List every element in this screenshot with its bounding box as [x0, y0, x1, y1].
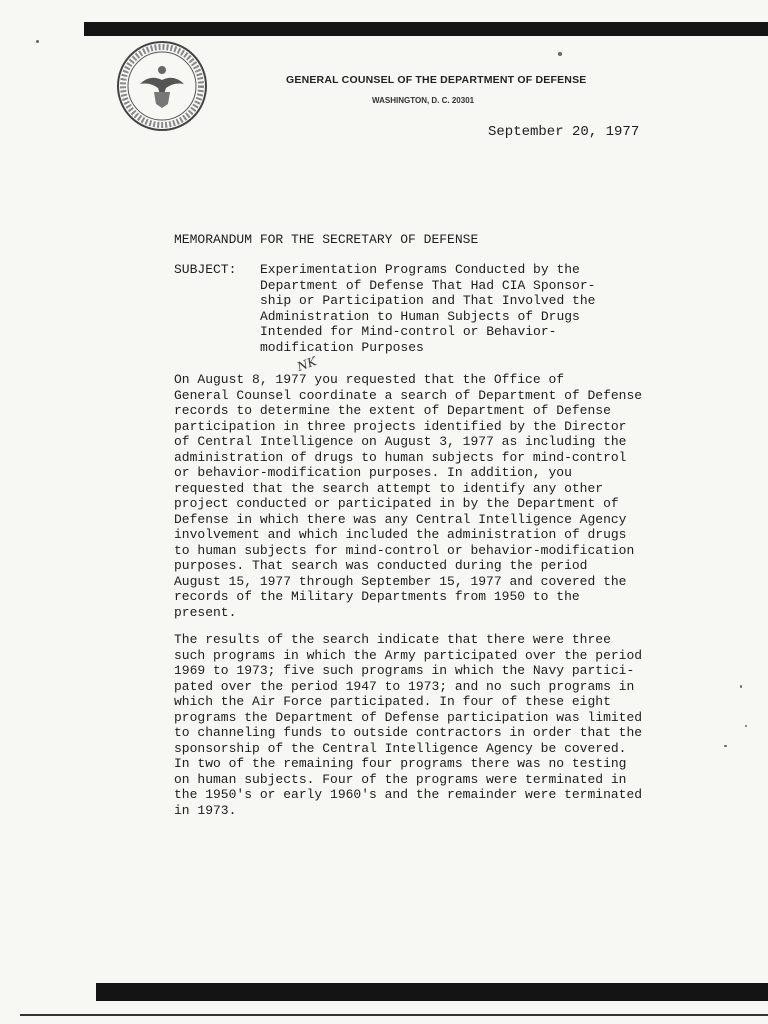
body-paragraph-2: The results of the search indicate that there were three such programs in which the Army participated over the period 1969 to 1973; five such programs in which the Navy partici- pated over the period 1947 to 1973; and no such programs in which the Air Force participated. In four of these eight programs the Department of Defense participation was limited to channeling funds to outside contractors in order that the sponsorship of the Central Intelligence Agency be covered. In two of the remaining four programs there was no testing on human subjects. Four of the programs were terminated in the 1950's or early 1960's and the remainder were terminated in 1973. — [174, 632, 643, 818]
letterhead-address: WASHINGTON, D. C. 20301 — [372, 96, 475, 105]
bottom-rule — [96, 983, 768, 1001]
scan-speck — [745, 725, 747, 727]
handwritten-initials: NK — [295, 354, 319, 374]
memo-addressee: MEMORANDUM FOR THE SECRETARY OF DEFENSE — [174, 232, 479, 247]
subject-label: SUBJECT: — [174, 262, 237, 277]
subject-text: Experimentation Programs Conducted by the Department of Defense That Had CIA Sponsor- ship or Participation and That Involved the Administration to Human Subjects of Drugs Intended for Mind-control or Behavior- modification Purposes — [260, 262, 596, 355]
scan-speck — [558, 52, 562, 56]
scan-speck — [740, 685, 742, 688]
scan-speck — [36, 40, 39, 43]
scan-speck — [724, 745, 727, 747]
memo-date: September 20, 1977 — [488, 124, 640, 140]
letterhead-organization: GENERAL COUNSEL OF THE DEPARTMENT OF DEFENSE — [286, 74, 587, 86]
top-rule — [84, 22, 768, 36]
bottom-thin-rule — [20, 1014, 768, 1016]
body-paragraph-1: On August 8, 1977 you requested that the Office of General Counsel coordinate a search of Department of Defense records to determine the extent of Department of Defense participation in three projects identified by the Director of Central Intelligence on August 3, 1977 as including the administration of drugs to human subjects for mind-control or behavior-modification purposes. In addition, you requested that the search attempt to identify any other project conducted or participated in by the Department of Defense in which there was any Central Intelligence Agency involvement and which included the administration of drugs to human subjects for mind-control or behavior-modification purposes. That search was conducted during the period August 15, 1977 through September 15, 1977 and covered the records of the Military Departments from 1950 to the present. — [174, 372, 643, 620]
department-of-defense-seal-icon — [116, 40, 208, 132]
